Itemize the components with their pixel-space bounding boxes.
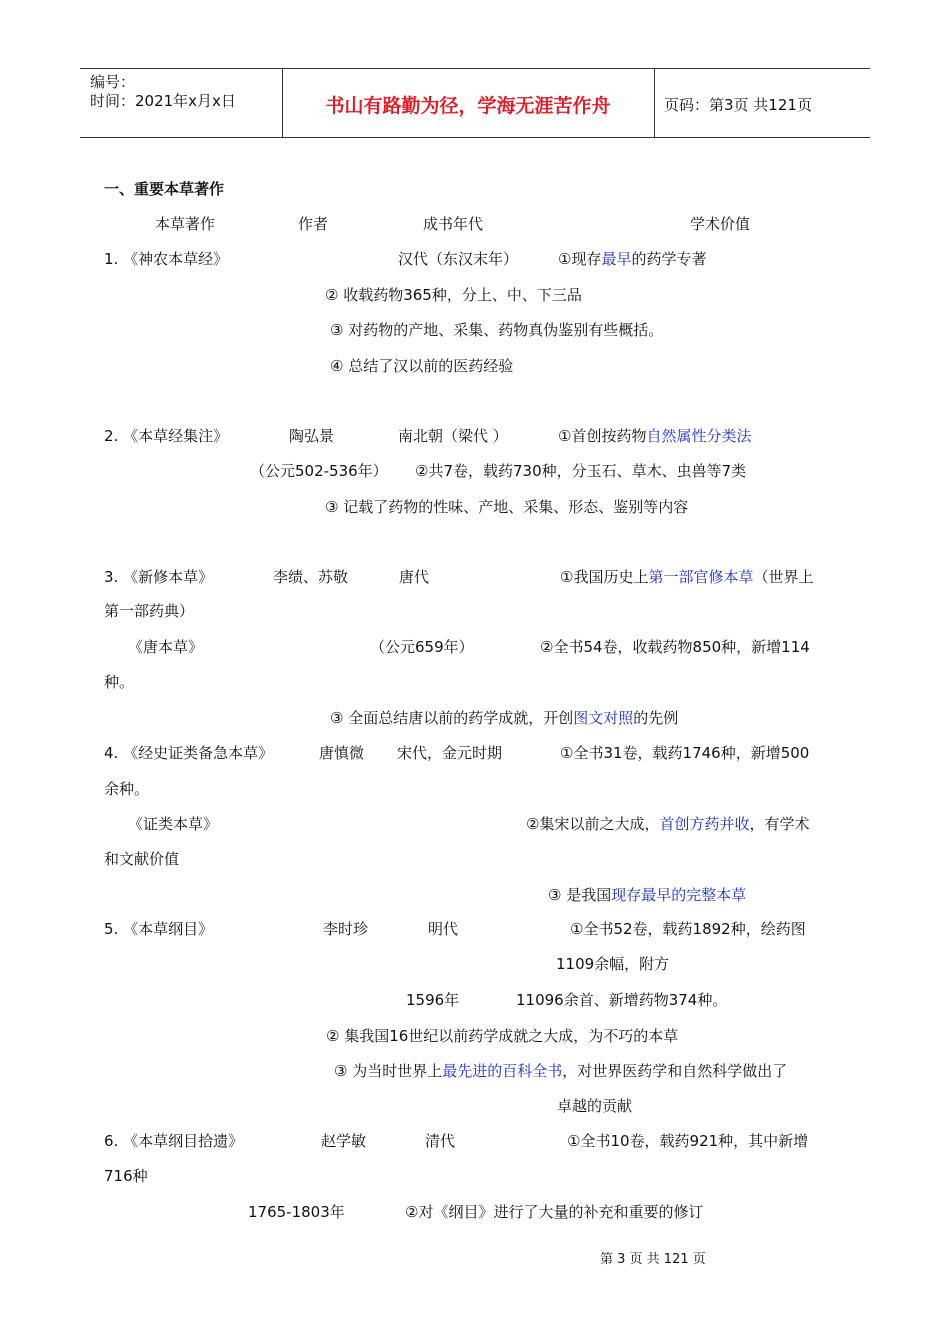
time-line: 时间：2021年x月x日	[90, 92, 236, 110]
entry-5-point-2: ② 集我国16世纪以前药学成就之大成，为不巧的本草	[326, 1027, 679, 1045]
column-header-author: 作者	[298, 215, 329, 233]
text-run: ①首创按药物	[558, 427, 647, 445]
column-header-era: 成书年代	[423, 215, 484, 233]
entry-5-point-1-cont: 1109余幅，附方	[556, 955, 670, 973]
text-run: ，有学术	[749, 815, 810, 833]
entry-4-alias: 《证类本草》	[128, 815, 219, 833]
text-run: 的先例	[633, 709, 679, 727]
entry-2-era: 南北朝（梁代 ）	[398, 427, 508, 445]
entry-4-title: 4. 《经史证类备急本草》	[104, 744, 274, 762]
entry-2-title: 2. 《本草经集注》	[104, 427, 229, 445]
entry-6-year: 1765-1803年	[248, 1203, 345, 1221]
entry-3-point-3	[330, 707, 678, 728]
text-run: ③ 是我国	[548, 886, 612, 904]
entry-5-point-3-cont: 卓越的贡献	[557, 1097, 633, 1115]
entry-1-point-1	[558, 248, 706, 269]
entry-4-point-3	[548, 884, 746, 905]
highlight-text: 图文对照	[573, 709, 634, 727]
header-motto: 书山有路勤为径，学海无涯苦作舟	[325, 95, 611, 117]
entry-1-point-2: ② 收载药物365种，分上、中、下三品	[325, 286, 582, 304]
entry-6-point-2: ②对《纲目》进行了大量的补充和重要的修订	[405, 1203, 704, 1221]
entry-1-point-4: ④ 总结了汉以前的医药经验	[330, 357, 514, 375]
entry-1-era: 汉代（东汉末年）	[398, 250, 519, 268]
entry-3-point-1-cont: 第一部药典）	[104, 602, 195, 620]
entry-5-title: 5. 《本草纲目》	[104, 920, 214, 938]
entry-5-year: 1596年	[406, 991, 460, 1009]
text-run: 的药学专著	[631, 250, 707, 268]
text-run: ，对世界医药学和自然科学做出了	[562, 1062, 788, 1080]
entry-5-point-3	[334, 1060, 787, 1081]
entry-3-era: 唐代	[399, 568, 430, 586]
entry-6-point-1-cont: 716种	[104, 1167, 148, 1185]
entry-4-point-1: ①全书31卷，载药1746种，新增500	[560, 744, 810, 762]
entry-1-title: 1. 《神农本草经》	[104, 250, 229, 268]
entry-2-point-1	[558, 425, 751, 446]
entry-6-era: 清代	[425, 1132, 456, 1150]
page-header	[80, 68, 870, 138]
entry-4-point-2-cont: 和文献价值	[104, 850, 180, 868]
entry-3-year: （公元659年）	[370, 638, 474, 656]
header-page-number: 页码：第3页 共121页	[664, 96, 812, 114]
entry-2-year: （公元502-536年）	[250, 462, 388, 480]
entry-5-era: 明代	[428, 920, 459, 938]
text-run: （世界上	[753, 568, 814, 586]
serial-label: 编号：	[90, 73, 136, 91]
entry-3-author: 李绩、苏敬	[273, 568, 349, 586]
highlight-text: 最先进的百科全书	[442, 1062, 563, 1080]
highlight-text: 自然属性分类法	[646, 427, 752, 445]
entry-5-author: 李时珍	[323, 920, 369, 938]
highlight-text: 现存最早的完整本草	[611, 886, 747, 904]
header-meta	[90, 73, 236, 111]
entry-3-alias: 《唐本草》	[128, 638, 204, 656]
entry-5-point-1-cont2: 11096余首、新增药物374种。	[516, 991, 728, 1009]
highlight-text: 首创方药并收	[659, 815, 750, 833]
entry-4-point-1-cont: 余种。	[104, 780, 150, 798]
text-run: ③ 为当时世界上	[334, 1062, 443, 1080]
page-footer: 第 3 页 共 121 页	[600, 1252, 706, 1267]
entry-6-point-1: ①全书10卷，载药921种，其中新增	[567, 1132, 809, 1150]
highlight-text: 第一部官修本草	[648, 568, 754, 586]
text-run: ③ 全面总结唐以前的药学成就，开创	[330, 709, 574, 727]
text-run: ②集宋以前之大成，	[526, 815, 660, 833]
entry-5-point-1: ①全书52卷，载药1892种，绘药图	[570, 920, 806, 938]
column-header-value: 学术价值	[690, 215, 751, 233]
entry-4-author: 唐慎微	[319, 744, 365, 762]
entry-1-point-3: ③ 对药物的产地、采集、药物真伪鉴别有些概括。	[330, 321, 664, 339]
entry-6-title: 6. 《本草纲目拾遗》	[104, 1132, 244, 1150]
header-divider	[654, 69, 655, 137]
entry-2-point-3: ③ 记载了药物的性味、产地、采集、形态、鉴别等内容	[325, 498, 689, 516]
section-title: 一、重要本草著作	[104, 180, 225, 198]
entry-4-point-2	[526, 813, 809, 834]
text-run: ①我国历史上	[560, 568, 649, 586]
column-header-work: 本草著作	[155, 215, 216, 233]
entry-3-point-2-cont: 种。	[104, 673, 135, 691]
entry-3-point-1	[560, 566, 813, 587]
highlight-text: 最早	[601, 250, 632, 268]
entry-2-author: 陶弘景	[289, 427, 335, 445]
text-run: ①现存	[558, 250, 602, 268]
entry-4-era: 宋代，金元时期	[397, 744, 503, 762]
entry-3-point-2: ②全书54卷，收载药物850种，新增114	[540, 638, 810, 656]
entry-6-author: 赵学敏	[321, 1132, 367, 1150]
entry-2-point-2: ②共7卷，载药730种，分玉石、草木、虫兽等7类	[415, 462, 747, 480]
entry-3-title: 3. 《新修本草》	[104, 568, 214, 586]
